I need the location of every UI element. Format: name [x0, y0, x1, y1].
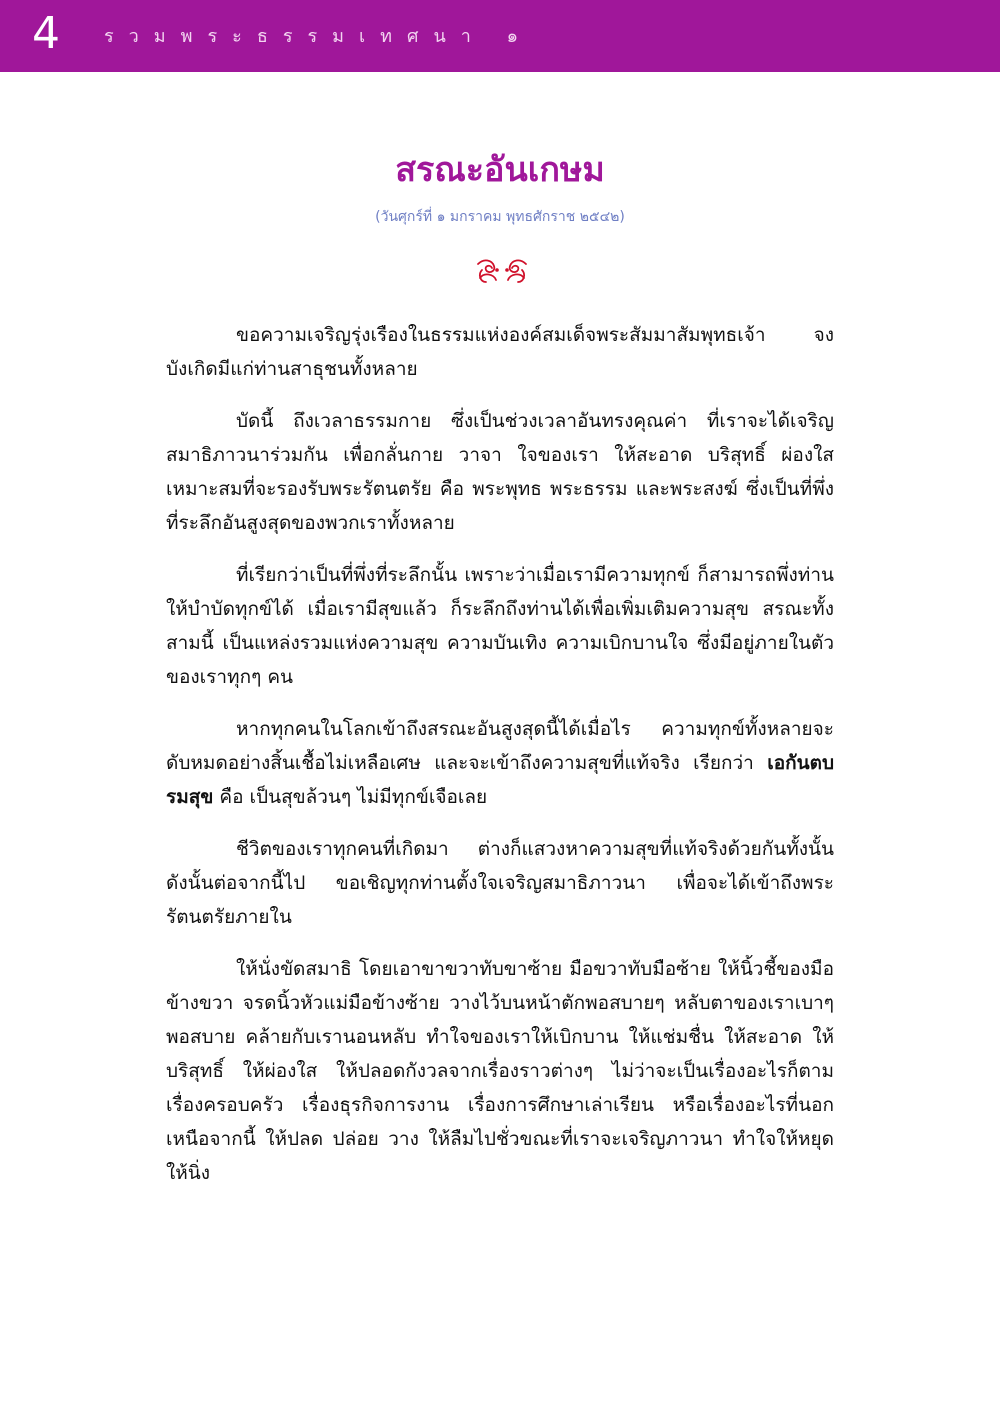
sermon-body — [166, 318, 834, 1208]
page-number: 4 — [32, 8, 60, 59]
header-bar — [0, 0, 1000, 72]
paragraph: ขอความเจริญรุ่งเรืองในธรรมแห่งองค์สมเด็จพระสัมมาสัมพุทธเจ้า จงบังเกิดมีแก่ท่านสาธุชนทั้งหลาย — [166, 324, 834, 380]
paragraph: ที่เรียกว่าเป็นที่พึ่งที่ระลึกนั้น เพราะว่าเมื่อเรามีความทุกข์ ก็สามารถพึ่งท่านให้บำบัดทุกข์ได้ เมื่อเรามีสุขแล้ว ก็ระลึกถึงท่านได้เพื่อเพิ่มเติมความสุข สรณะทั้งสามนี้ เป็นแหล่งรวมแห่งความสุข ความบันเทิง ความเบิกบานใจ ซึ่งมีอยู่ภายในตัวของเราทุกๆ คน — [166, 564, 834, 688]
emphasized-term: เอกันตบรมสุข — [166, 752, 834, 808]
paragraph — [166, 712, 834, 814]
paragraph-text: คือ เป็นสุขล้วนๆ ไม่มีทุกข์เจือเลย — [213, 786, 488, 808]
running-title: รวมพระธรรมเทศนา ๑ — [104, 26, 534, 47]
paragraph-text: หากทุกคนในโลกเข้าถึงสรณะอันสูงสุดนี้ได้เมื่อไร ความทุกข์ทั้งหลายจะดับหมดอย่างสิ้นเชื้อไม่เหลือเศษ และจะเข้าถึงความสุขที่แท้จริง เรียกว่า — [166, 718, 834, 774]
sermon-date: (วันศุกร์ที่ ๑ มกราคม พุทธศักราช ๒๕๔๒) — [375, 209, 625, 225]
paragraph: บัดนี้ ถึงเวลาธรรมกาย ซึ่งเป็นช่วงเวลาอันทรงคุณค่า ที่เราจะได้เจริญสมาธิภาวนาร่วมกัน เพื่อกลั่นกาย วาจา ใจของเรา ให้สะอาด บริสุทธิ์ ผ่องใส เหมาะสมที่จะรองรับพระรัตนตรัย คือ พระพุทธ พระธรรม และพระสงฆ์ ซึ่งเป็นที่พึ่งที่ระลึกอันสูงสุดของพวกเราทั้งหลาย — [166, 410, 834, 534]
sermon-title: สรณะอันเกษม — [395, 150, 605, 190]
floral-ornament-icon — [474, 256, 530, 286]
paragraph: ชีวิตของเราทุกคนที่เกิดมา ต่างก็แสวงหาความสุขที่แท้จริงด้วยกันทั้งนั้น ดังนั้นต่อจากนี้ไป ขอเชิญทุกท่านตั้งใจเจริญสมาธิภาวนา เพื่อจะได้เข้าถึงพระรัตนตรัยภายใน — [166, 838, 834, 928]
paragraph: ให้นั่งขัดสมาธิ โดยเอาขาขวาทับขาซ้าย มือขวาทับมือซ้าย ให้นิ้วชี้ของมือข้างขวา จรดนิ้วหัวแม่มือข้างซ้าย วางไว้บนหน้าตักพอสบายๆ หลับตาของเราเบาๆ พอสบาย คล้ายกับเรานอนหลับ ทำใจของเราให้เบิกบาน ให้แช่มชื่น ให้สะอาด ให้บริสุทธิ์ ให้ผ่องใส ให้ปลอดกังวลจากเรื่องราวต่างๆ ไม่ว่าจะเป็นเรื่องอะไรก็ตาม เรื่องครอบครัว เรื่องธุรกิจการงาน เรื่องการศึกษาเล่าเรียน หรือเรื่องอะไรที่นอกเหนือจากนี้ ให้ปลด ปล่อย วาง ให้ลืมไปชั่วขณะที่เราจะเจริญภาวนา ทำใจให้หยุดให้นิ่ง — [166, 958, 834, 1184]
